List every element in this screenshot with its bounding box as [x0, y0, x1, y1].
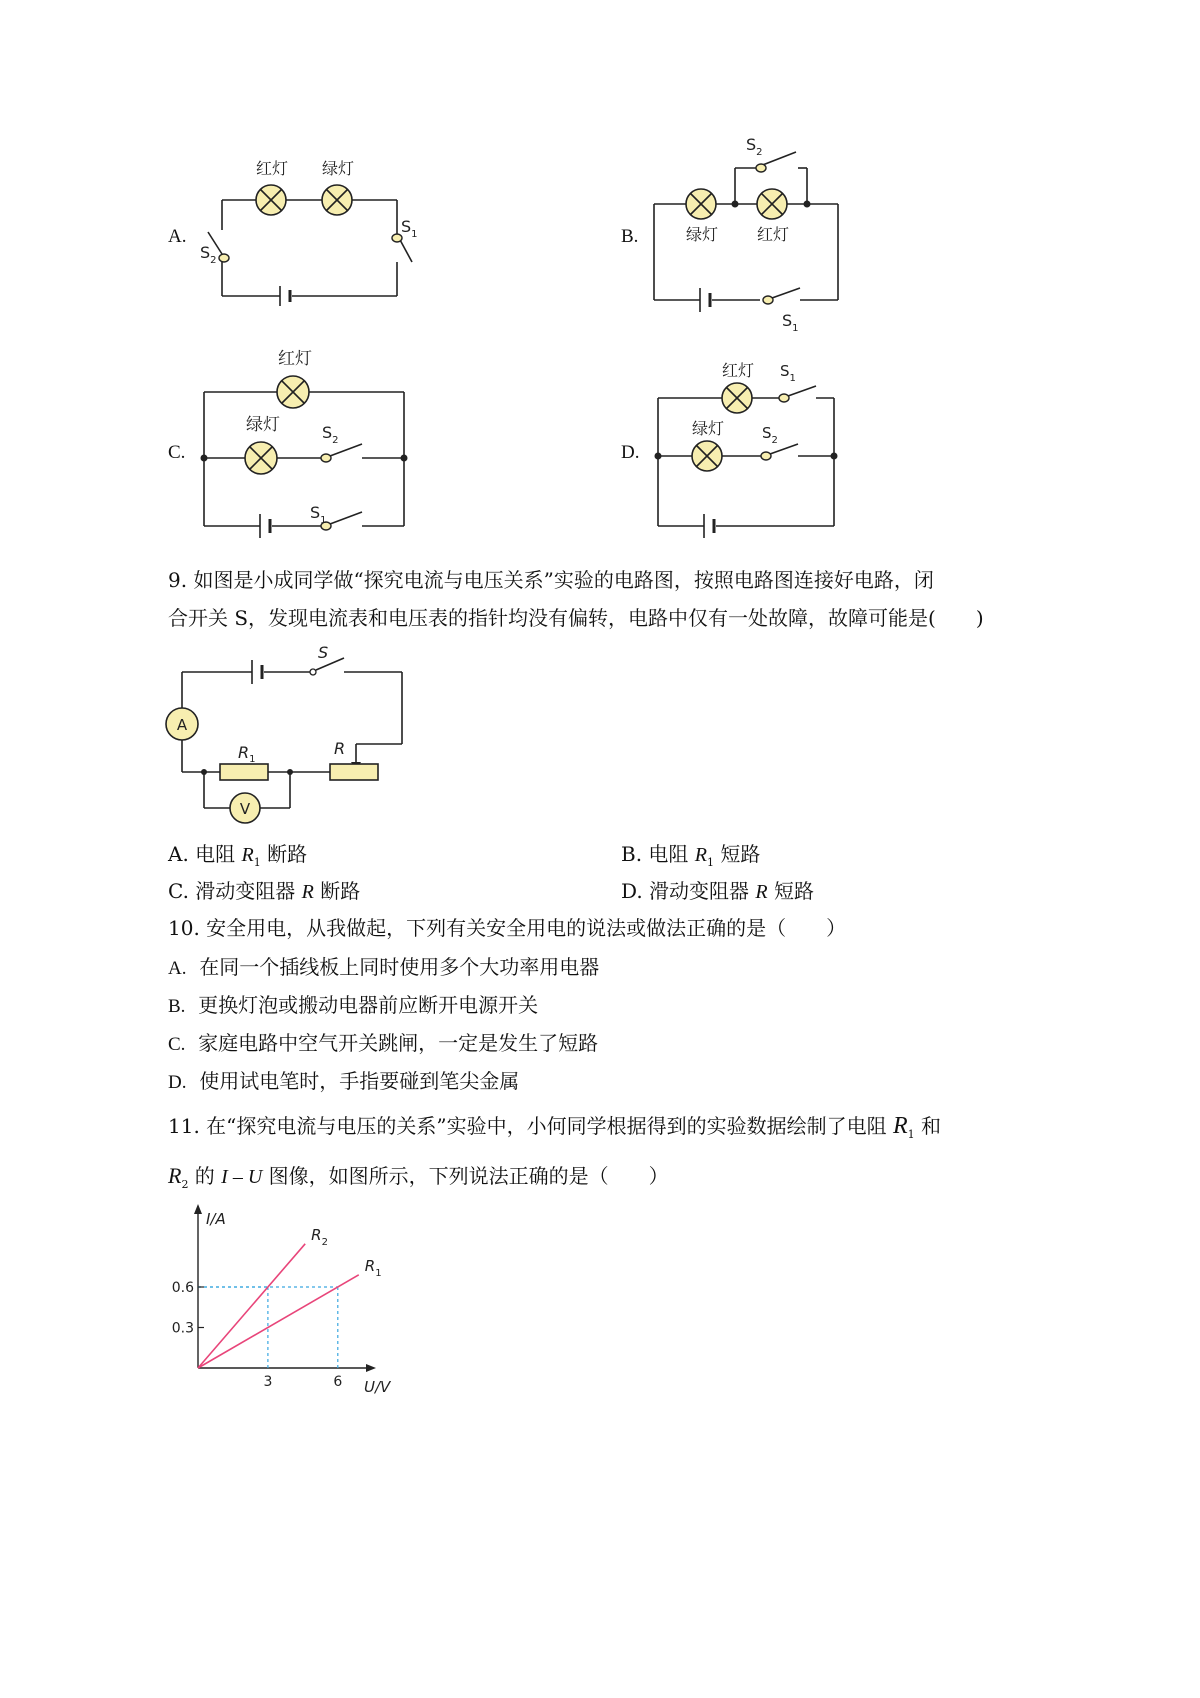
lamp-green-label: 绿灯: [692, 419, 725, 438]
switch-s-label: S: [318, 643, 329, 662]
lamp-red-icon: [277, 376, 309, 408]
junction-dot: [831, 453, 838, 460]
lamp-green-label: 绿灯: [322, 159, 355, 178]
series-label-r2: $R_2$: [311, 1225, 328, 1248]
q11-stem-line1: 11. 在“探究电流与电压的关系”实验中，小何同学根据得到的实验数据绘制了电阻 $R_1$ 和: [168, 1113, 942, 1141]
series-line-r1: [198, 1275, 359, 1368]
q10-option-b[interactable]: B. 更换灯泡或搬动电器前应断开电源开关: [168, 993, 539, 1017]
switch-s1-contact: [779, 394, 789, 402]
circuit-a-diagram: [190, 150, 430, 310]
junction-dot: [732, 201, 739, 208]
q9-option-d[interactable]: D. 滑动变阻器 R 短路: [621, 879, 814, 903]
lamp-green-icon: [692, 441, 722, 471]
resistor-r1: [220, 764, 268, 780]
lamp-green-icon: [686, 189, 716, 219]
switch-s2-label: $S_2$: [200, 243, 217, 266]
q9-stem-line2: 合开关 S，发现电流表和电压表的指针均没有偏转，电路中仅有一处故障，故障可能是( ): [168, 606, 984, 630]
lamp-red-label: 红灯: [278, 349, 312, 369]
rheostat-r-label: R: [334, 739, 346, 758]
junction-dot: [804, 201, 811, 208]
svg-text:V: V: [239, 800, 251, 818]
lamp-red-label: 红灯: [757, 225, 790, 244]
option-d-letter: D.: [621, 442, 640, 463]
lamp-red-icon: [757, 189, 787, 219]
switch-s2-contact: [756, 164, 766, 172]
q10-option-c[interactable]: C. 家庭电路中空气开关跳闸，一定是发生了短路: [168, 1031, 599, 1055]
junction-dot: [287, 769, 293, 775]
circuit-b-diagram: [640, 130, 860, 340]
x-axis-label: U/V: [364, 1378, 391, 1396]
option-c-letter: C.: [168, 442, 186, 463]
switch-s1-label: $S_1$: [782, 311, 799, 334]
q10-option-a[interactable]: A. 在同一个插线板上同时使用多个大功率用电器: [168, 955, 600, 979]
series-label-r1: $R_1$: [364, 1256, 382, 1279]
option-b-letter: B.: [621, 226, 639, 247]
switch-s2-contact: [219, 254, 229, 262]
lamp-red-icon: [256, 185, 286, 215]
circuit-d-diagram: [640, 350, 860, 550]
switch-s1-label: $S_1$: [401, 217, 418, 240]
switch-s1-contact: [763, 296, 773, 304]
x-tick-label: 3: [263, 1374, 273, 1390]
lamp-green-icon: [322, 185, 352, 215]
svg-text:A: A: [176, 716, 188, 734]
junction-dot: [201, 769, 207, 775]
y-tick-label: 0.3: [171, 1320, 194, 1337]
rheostat-r: [330, 764, 378, 780]
q9-option-b[interactable]: B. 电阻 $R_1$ 短路: [621, 842, 761, 869]
x-axis-arrow-icon: [366, 1364, 376, 1372]
switch-s1-label: $S_1$: [310, 503, 327, 526]
y-axis-label: I/A: [206, 1210, 226, 1228]
q9-circuit-diagram: [160, 640, 420, 830]
resistor-r1-label: $R_1$: [238, 743, 256, 765]
lamp-green-label: 绿灯: [686, 225, 719, 244]
x-tick-label: 6: [333, 1374, 343, 1390]
y-axis-arrow-icon: [194, 1204, 202, 1214]
lamp-green-label: 绿灯: [246, 415, 280, 435]
junction-dot: [655, 453, 662, 460]
q10-stem: 10. 安全用电，从我做起，下列有关安全用电的说法或做法正确的是（ ）: [168, 916, 847, 940]
circuit-c-diagram: [190, 340, 430, 560]
voltmeter-icon: [230, 793, 260, 823]
lamp-red-label: 红灯: [722, 361, 755, 380]
lamp-red-label: 红灯: [256, 159, 289, 178]
switch-s2-contact: [321, 454, 331, 462]
series-line-r2: [198, 1244, 305, 1368]
q9-option-c[interactable]: C. 滑动变阻器 R 断路: [168, 879, 361, 903]
switch-s-contact: [310, 669, 316, 675]
iu-chart: [160, 1200, 420, 1400]
switch-s2-label: $S_2$: [762, 424, 778, 446]
junction-dot: [201, 455, 208, 462]
q11-stem-line2: $R_2$ 的 I – U 图像，如图所示，下列说法正确的是（ ）: [168, 1163, 669, 1191]
lamp-red-icon: [722, 383, 752, 413]
ammeter-icon: [166, 708, 198, 740]
switch-s2-contact: [761, 452, 771, 460]
lamp-green-icon: [245, 442, 277, 474]
q10-option-d[interactable]: D. 使用试电笔时，手指要碰到笔尖金属: [168, 1069, 520, 1093]
switch-s2-label: $S_2$: [322, 423, 339, 446]
q9-option-a[interactable]: A. 电阻 $R_1$ 断路: [168, 842, 308, 869]
switch-s1-label: $S_1$: [780, 362, 796, 384]
y-tick-label: 0.6: [171, 1280, 194, 1296]
junction-dot: [401, 455, 408, 462]
switch-s2-label: $S_2$: [746, 135, 763, 158]
q9-stem-line1: 9. 如图是小成同学做“探究电流与电压关系”实验的电路图，按照电路图连接好电路，闭: [168, 568, 934, 592]
option-a-letter: A.: [168, 226, 187, 247]
